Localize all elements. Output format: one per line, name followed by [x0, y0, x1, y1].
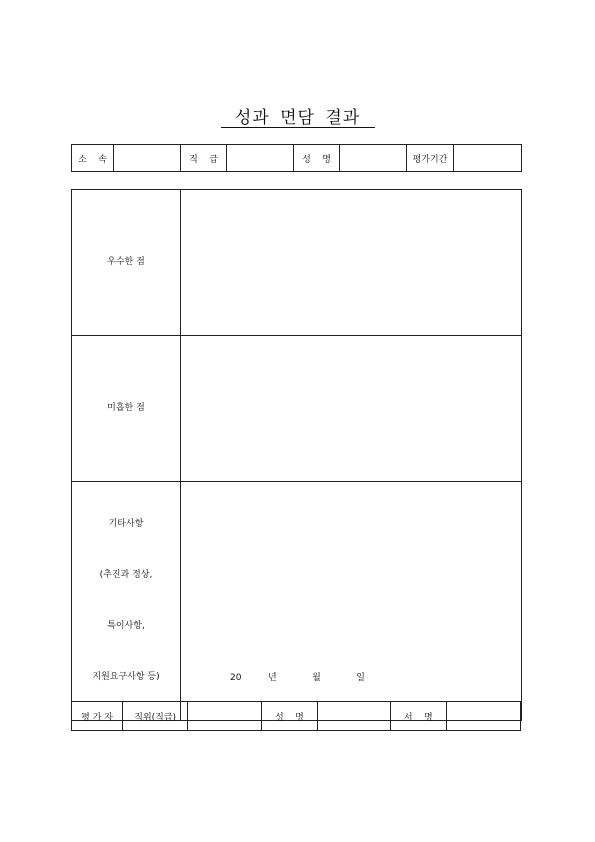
strengths-field[interactable] [181, 190, 522, 336]
name-label: 성 명 [294, 145, 340, 172]
position-label: 직위(직급) [123, 702, 188, 731]
other-notes-field[interactable] [181, 482, 522, 721]
period-field[interactable] [454, 145, 522, 172]
strengths-label: 우수한 점 [72, 190, 181, 336]
strengths-row [72, 190, 522, 336]
period-label: 평가기간 [407, 145, 454, 172]
rank-field[interactable] [227, 145, 294, 172]
evaluator-name-field[interactable] [317, 702, 390, 731]
signature-label: 서 명 [390, 702, 446, 731]
date-line: 20 년 월 일 [229, 673, 365, 683]
weaknesses-field[interactable] [181, 336, 522, 482]
page-title: 성과 면담 결과 [234, 108, 361, 128]
evaluator-name-label: 성 명 [262, 702, 317, 731]
weaknesses-row [72, 336, 522, 482]
evaluator-label: 평 가 자 [72, 702, 123, 731]
other-notes-row [72, 482, 522, 721]
other-notes-label [72, 482, 181, 721]
position-field[interactable] [188, 702, 262, 731]
evaluator-table [71, 701, 521, 731]
other-notes-label-line: 지원요구사항 등) [92, 672, 160, 682]
employee-info-table [71, 144, 522, 172]
affiliation-label: 소 속 [72, 145, 114, 172]
weaknesses-label: 미흡한 점 [72, 336, 181, 482]
other-notes-label-line: 기타사항 [108, 519, 144, 529]
name-field[interactable] [340, 145, 407, 172]
rank-label: 직 급 [181, 145, 227, 172]
title-underline [221, 127, 375, 128]
evaluation-table [71, 189, 522, 721]
other-notes-label-line: 특이사항, [107, 621, 145, 631]
affiliation-field[interactable] [114, 145, 181, 172]
signature-field[interactable] [446, 702, 520, 731]
other-notes-label-line: (추진과 정상, [99, 570, 153, 580]
